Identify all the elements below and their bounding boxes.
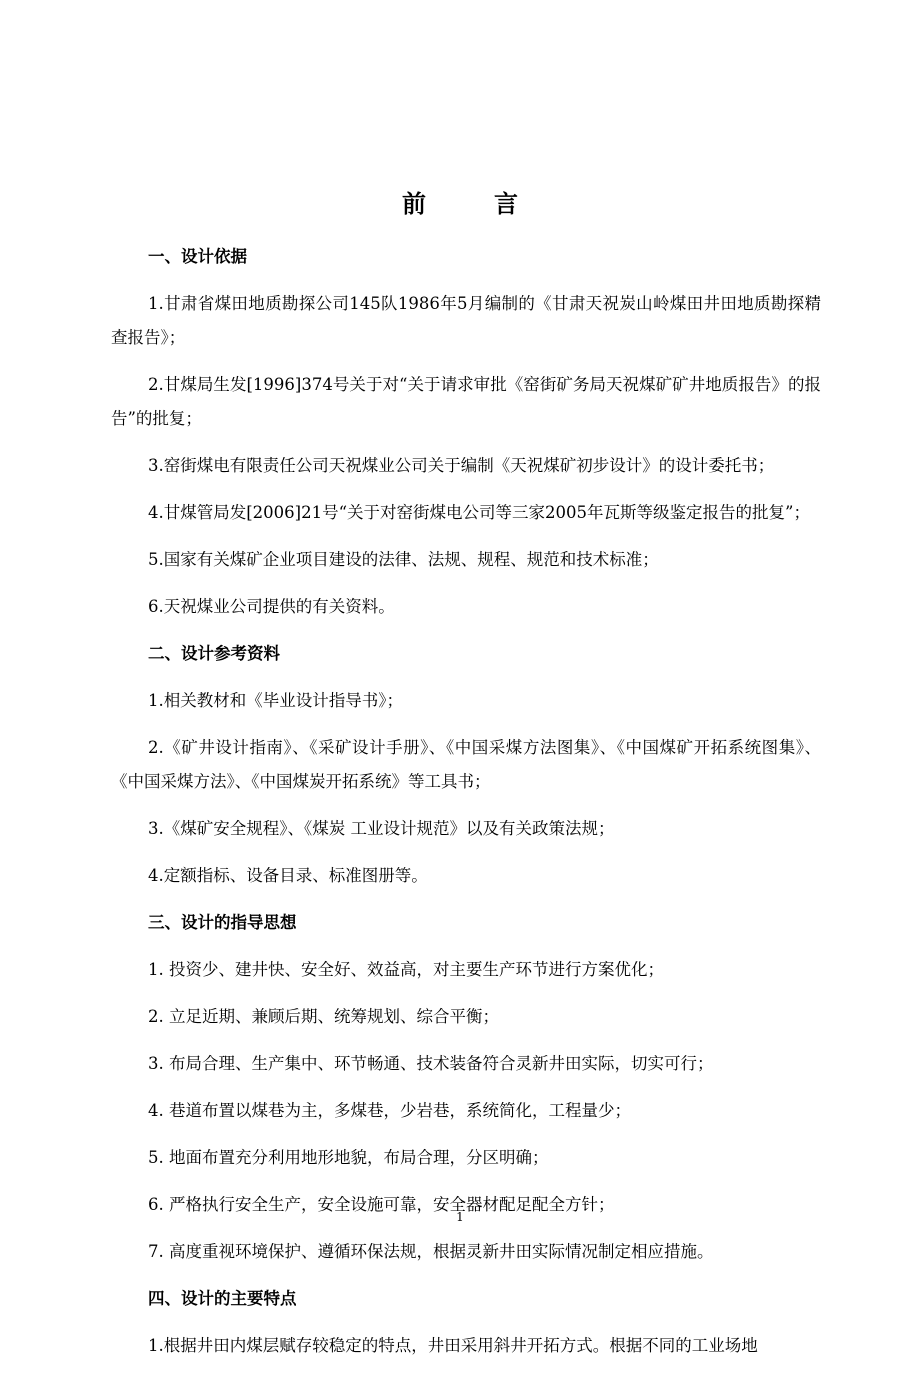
paragraph: 1.根据井田内煤层赋存较稳定的特点，井田采用斜井开拓方式。根据不同的工业场地 (148, 1336, 758, 1355)
paragraph: 3. 布局合理、生产集中、环节畅通、技术装备符合灵新井田实际，切实可行； (148, 1054, 714, 1073)
paragraph: 4. 巷道布置以煤巷为主，多煤巷，少岩巷，系统简化，工程量少； (148, 1101, 631, 1120)
paragraph: 4.甘煤管局发[2006]21号“关于对窑街煤电公司等三家2005年瓦斯等级鉴定报告的批复”； (148, 503, 810, 522)
paragraph: 3.《煤矿安全规程》、《煤炭 工业设计规范》以及有关政策法规； (148, 819, 615, 838)
paragraph: 4.定额指标、设备目录、标准图册等。 (148, 866, 428, 885)
paragraph: 1.相关教材和《毕业设计指导书》； (148, 691, 403, 710)
paragraph: 3.窑街煤电有限责任公司天祝煤业公司关于编制《天祝煤矿初步设计》的设计委托书； (148, 456, 775, 475)
paragraph: 1. 投资少、建井快、安全好、效益高，对主要生产环节进行方案优化； (148, 960, 664, 979)
paragraph: 7. 高度重视环境保护、遵循环保法规，根据灵新井田实际情况制定相应措施。 (148, 1242, 714, 1261)
page-title: 前 言 (402, 189, 540, 218)
section-heading-guiding-principles: 三、设计的指导思想 (148, 913, 297, 932)
section-heading-reference-materials: 二、设计参考资料 (148, 644, 280, 663)
paragraph: 1.甘肃省煤田地质勘探公司145队1986年5月编制的《甘肃天祝炭山岭煤田井田地质勘探精查报告》； (111, 294, 821, 347)
paragraph: 2.《矿井设计指南》、《采矿设计手册》、《中国采煤方法图集》、《中国煤矿开拓系统图集》、《中国采煤方法》、《中国煤炭开拓系统》等工具书； (111, 738, 821, 791)
paragraph: 2.甘煤局生发[1996]374号关于对“关于请求审批《窑街矿务局天祝煤矿矿井地质报告》的报告”的批复； (111, 375, 821, 428)
page-number: 1 (456, 1210, 464, 1224)
section-heading-main-features: 四、设计的主要特点 (148, 1289, 297, 1308)
paragraph: 6. 严格执行安全生产，安全设施可靠，安全器材配足配全方针； (148, 1195, 615, 1214)
paragraph: 5. 地面布置充分利用地形地貌，布局合理，分区明确； (148, 1148, 549, 1167)
paragraph: 2. 立足近期、兼顾后期、统筹规划、综合平衡； (148, 1007, 499, 1026)
paragraph: 5.国家有关煤矿企业项目建设的法律、法规、规程、规范和技术标准； (148, 550, 659, 569)
section-heading-design-basis: 一、设计依据 (148, 247, 247, 266)
document-body (111, 240, 821, 1376)
paragraph: 6.天祝煤业公司提供的有关资料。 (148, 597, 395, 616)
